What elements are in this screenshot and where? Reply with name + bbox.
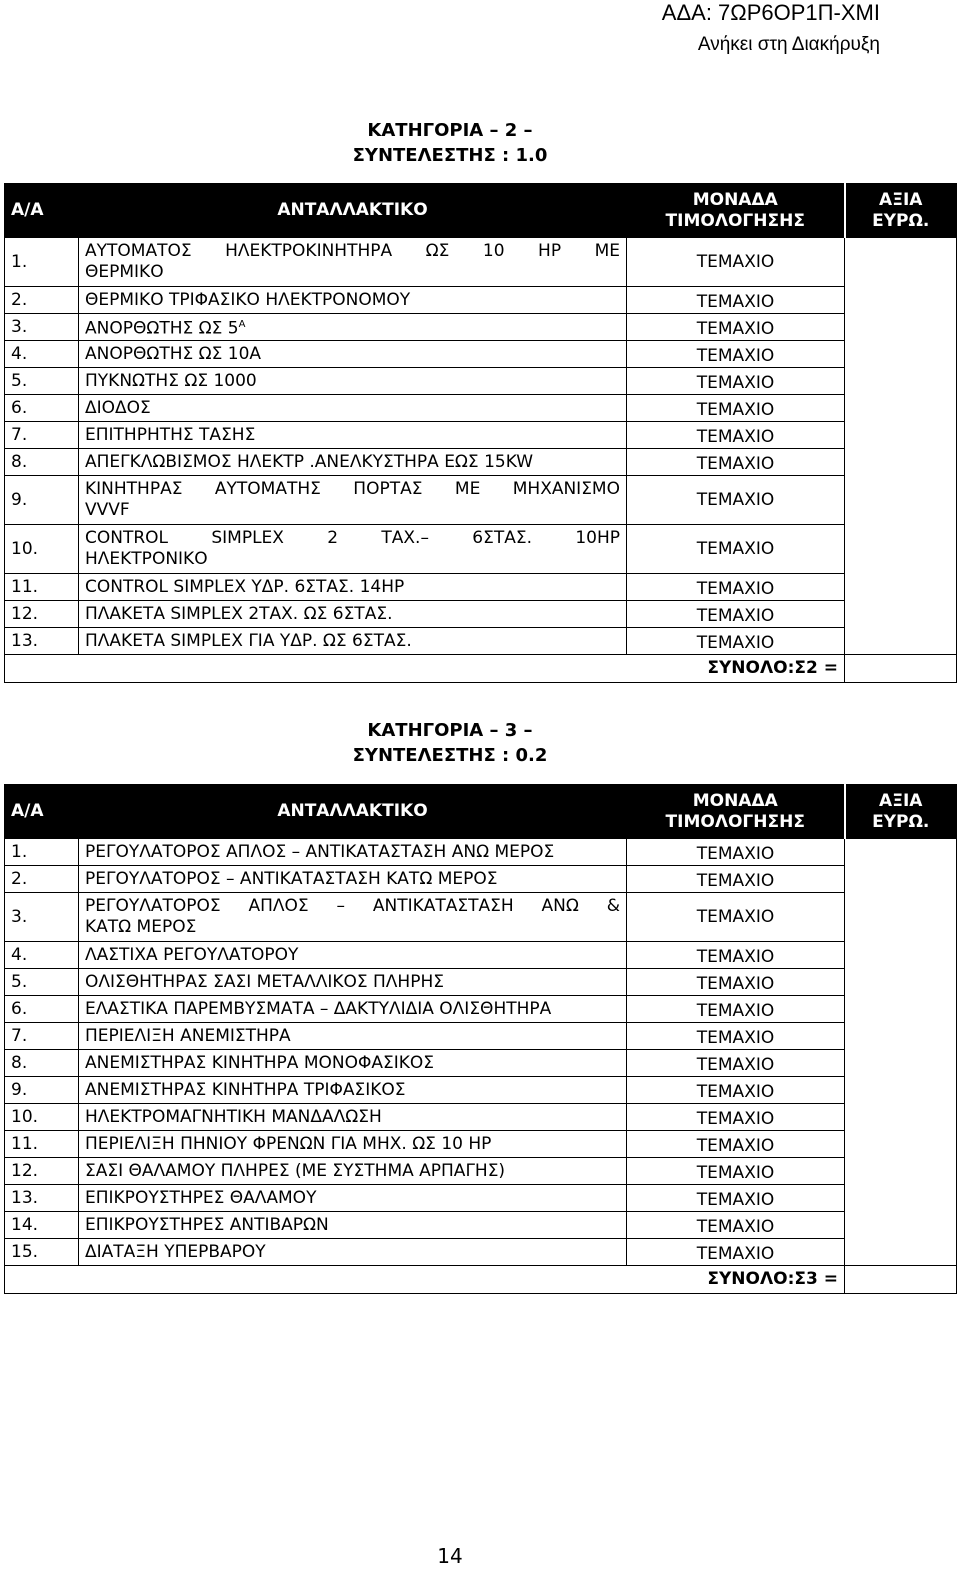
table-row [5,628,957,655]
row-number: 5. [5,969,79,996]
part-description: ΠΥΚΝΩΤΗΣ ΩΣ 1000 [79,368,627,395]
part-description: ΘΕΡΜΙΚΟ ΤΡΙΦΑΣΙΚΟ ΗΛΕΚΤΡΟΝΟΜΟΥ [79,287,627,314]
table-row [5,1104,957,1131]
billing-unit: ΤΕΜΑΧΙΟ [627,601,845,628]
part-description: ΠΕΡΙΕΛΙΞΗ ΠΗΝΙΟΥ ΦΡΕΝΩΝ ΓΙΑ ΜΗΧ. ΩΣ 10 HP [79,1131,627,1158]
row-number: 7. [5,1023,79,1050]
part-description: CONTROL SIMPLEX ΥΔΡ. 6ΣΤΑΣ. 14HP [79,574,627,601]
billing-unit: ΤΕΜΑΧΙΟ [627,1050,845,1077]
table-header-row [5,785,957,839]
value-cell [845,1023,957,1050]
value-cell [845,422,957,449]
table-row [5,1023,957,1050]
billing-unit: ΤΕΜΑΧΙΟ [627,1104,845,1131]
table-header-row [5,184,957,238]
billing-unit: ΤΕΜΑΧΙΟ [627,1077,845,1104]
table-row [5,525,957,574]
row-number: 3. [5,893,79,942]
part-description: ΑΥΤΟΜΑΤΟΣ ΗΛΕΚΤΡΟΚΙΝΗΤΗΡΑ ΩΣ 10 HP ΜΕ ΘΕΡΜΙΚΟ [79,238,627,287]
part-description: ΛΑΣΤΙΧΑ ΡΕΓΟΥΛΑΤΟΡΟΥ [79,942,627,969]
row-number: 6. [5,395,79,422]
total-label: ΣΥΝΟΛΟ:Σ3 = [5,1266,845,1294]
category-3-title-line1: ΚΑΤΗΓΟΡΙΑ – 3 – [367,720,533,741]
value-cell [845,525,957,574]
value-cell [845,1104,957,1131]
column-header-unit: ΜΟΝΑΔΑ ΤΙΜΟΛΟΓΗΣΗΣ [627,184,845,238]
value-cell [845,449,957,476]
part-description: ΣΑΣΙ ΘΑΛΑΜΟΥ ΠΛΗΡΕΣ (ΜΕ ΣΥΣΤΗΜΑ ΑΡΠΑΓΗΣ) [79,1158,627,1185]
ada-code: ΑΔΑ: 7ΩΡ6ΟΡ1Π-ΧΜΙ [661,0,880,25]
superscript: Α [238,319,246,331]
part-description: ΑΝΟΡΘΩΤΗΣ ΩΣ 10Α [79,341,627,368]
part-description: ΠΕΡΙΕΛΙΞΗ ΑΝΕΜΙΣΤΗΡΑ [79,1023,627,1050]
row-number: 13. [5,628,79,655]
value-cell [845,601,957,628]
total-value [845,1266,957,1294]
table-row [5,1050,957,1077]
row-number: 5. [5,368,79,395]
category-3-title [0,718,900,768]
value-cell [845,1050,957,1077]
column-header-aa: Α/Α [5,785,79,839]
billing-unit: ΤΕΜΑΧΙΟ [627,1212,845,1239]
part-description: ΔΙΑΤΑΞΗ ΥΠΕΡΒΑΡΟΥ [79,1239,627,1266]
table-row [5,1239,957,1266]
row-number: 6. [5,996,79,1023]
part-description: ΚΙΝΗΤΗΡΑΣ ΑΥΤΟΜΑΤΗΣ ΠΟΡΤΑΣ ΜΕ ΜΗΧΑΝΙΣΜΟ VVVF [79,476,627,525]
billing-unit: ΤΕΜΑΧΙΟ [627,1131,845,1158]
table-row [5,476,957,525]
row-number: 2. [5,866,79,893]
column-header-aa: Α/Α [5,184,79,238]
table-row [5,866,957,893]
billing-unit: ΤΕΜΑΧΙΟ [627,942,845,969]
row-number: 2. [5,287,79,314]
row-number: 8. [5,449,79,476]
column-header-unit: ΜΟΝΑΔΑ ΤΙΜΟΛΟΓΗΣΗΣ [627,785,845,839]
value-cell [845,942,957,969]
billing-unit: ΤΕΜΑΧΙΟ [627,839,845,866]
part-description: ΕΛΑΣΤΙΚΑ ΠΑΡΕΜΒΥΣΜΑΤΑ – ΔΑΚΤΥΛΙΔΙΑ ΟΛΙΣΘΗΤΗΡΑ [79,996,627,1023]
row-number: 9. [5,476,79,525]
page-number: 14 [437,1544,463,1568]
value-cell [845,1212,957,1239]
billing-unit: ΤΕΜΑΧΙΟ [627,969,845,996]
table-row [5,449,957,476]
billing-unit: ΤΕΜΑΧΙΟ [627,314,845,341]
billing-unit: ΤΕΜΑΧΙΟ [627,449,845,476]
row-number: 11. [5,1131,79,1158]
value-cell [845,1077,957,1104]
part-description: ΑΝΕΜΙΣΤΗΡΑΣ ΚΙΝΗΤΗΡΑ ΤΡΙΦΑΣΙΚΟΣ [79,1077,627,1104]
table-row [5,314,957,341]
column-header-part: ΑΝΤΑΛΛΑΚΤΙΚΟ [79,184,627,238]
table-row [5,1077,957,1104]
billing-unit: ΤΕΜΑΧΙΟ [627,341,845,368]
value-cell [845,866,957,893]
row-number: 12. [5,1158,79,1185]
value-cell [845,628,957,655]
category-3-coefficient: ΣΥΝΤΕΛΕΣΤΗΣ : 0.2 [352,745,548,766]
value-cell [845,996,957,1023]
billing-unit: ΤΕΜΑΧΙΟ [627,996,845,1023]
table-row [5,1158,957,1185]
row-number: 12. [5,601,79,628]
table-row [5,1131,957,1158]
row-number: 7. [5,422,79,449]
billing-unit: ΤΕΜΑΧΙΟ [627,893,845,942]
table-row [5,287,957,314]
billing-unit: ΤΕΜΑΧΙΟ [627,1158,845,1185]
value-cell [845,314,957,341]
row-number: 1. [5,238,79,287]
billing-unit: ΤΕΜΑΧΙΟ [627,238,845,287]
billing-unit: ΤΕΜΑΧΙΟ [627,287,845,314]
column-header-value: ΑΞΙΑ ΕΥΡΩ. [845,785,957,839]
part-description: ΡΕΓΟΥΛΑΤΟΡΟΣ – ΑΝΤΙΚΑΤΑΣΤΑΣΗ ΚΑΤΩ ΜΕΡΟΣ [79,866,627,893]
row-number: 14. [5,1212,79,1239]
row-number: 4. [5,341,79,368]
table-row [5,893,957,942]
part-description: ΕΠΙΤΗΡΗΤΗΣ ΤΑΣΗΣ [79,422,627,449]
part-description: ΕΠΙΚΡΟΥΣΤΗΡΕΣ ΘΑΛΑΜΟΥ [79,1185,627,1212]
table-row [5,422,957,449]
total-label: ΣΥΝΟΛΟ:Σ2 = [5,655,845,683]
billing-unit: ΤΕΜΑΧΙΟ [627,476,845,525]
table-row [5,238,957,287]
table-row [5,942,957,969]
part-description: ΑΝΟΡΘΩΤΗΣ ΩΣ $5^A$ [79,314,627,341]
table-row [5,601,957,628]
value-cell [845,893,957,942]
part-description: ΟΛΙΣΘΗΤΗΡΑΣ ΣΑΣΙ ΜΕΤΑΛΛΙΚΟΣ ΠΛΗΡΗΣ [79,969,627,996]
category-2-table [4,183,957,683]
column-header-part: ΑΝΤΑΛΛΑΚΤΙΚΟ [79,785,627,839]
total-value [845,655,957,683]
part-description: ΠΛΑΚΕΤΑ SIMPLEX 2ΤΑΧ. ΩΣ 6ΣΤΑΣ. [79,601,627,628]
document-note: Ανήκει στη Διακήρυξη [697,34,880,55]
value-cell [845,969,957,996]
value-cell [845,287,957,314]
billing-unit: ΤΕΜΑΧΙΟ [627,525,845,574]
table-row [5,969,957,996]
part-description: ΗΛΕΚΤΡΟΜΑΓΝΗΤΙΚΗ ΜΑΝΔΑΛΩΣΗ [79,1104,627,1131]
row-number: 11. [5,574,79,601]
part-description: ΠΛΑΚΕΤΑ SIMPLEX ΓΙΑ ΥΔΡ. ΩΣ 6ΣΤΑΣ. [79,628,627,655]
row-number: 10. [5,525,79,574]
value-cell [845,341,957,368]
value-cell [845,839,957,866]
row-number: 9. [5,1077,79,1104]
part-description: ΡΕΓΟΥΛΑΤΟΡΟΣ ΑΠΛΟΣ – ΑΝΤΙΚΑΤΑΣΤΑΣΗ ΑΝΩ ΜΕΡΟΣ [79,839,627,866]
row-number: 10. [5,1104,79,1131]
billing-unit: ΤΕΜΑΧΙΟ [627,1023,845,1050]
value-cell [845,574,957,601]
value-cell [845,368,957,395]
table-row [5,1212,957,1239]
billing-unit: ΤΕΜΑΧΙΟ [627,1185,845,1212]
billing-unit: ΤΕΜΑΧΙΟ [627,1239,845,1266]
value-cell [845,476,957,525]
part-description: ΡΕΓΟΥΛΑΤΟΡΟΣ ΑΠΛΟΣ – ΑΝΤΙΚΑΤΑΣΤΑΣΗ ΑΝΩ & ΚΑΤΩ ΜΕΡΟΣ [79,893,627,942]
row-number: 4. [5,942,79,969]
row-number: 13. [5,1185,79,1212]
table-row [5,395,957,422]
table-row [5,368,957,395]
category-2-title [0,118,900,168]
row-number: 8. [5,1050,79,1077]
value-cell [845,1185,957,1212]
column-header-value: ΑΞΙΑ ΕΥΡΩ. [845,184,957,238]
part-description: ΑΝΕΜΙΣΤΗΡΑΣ ΚΙΝΗΤΗΡΑ ΜΟΝΟΦΑΣΙΚΟΣ [79,1050,627,1077]
billing-unit: ΤΕΜΑΧΙΟ [627,368,845,395]
value-cell [845,395,957,422]
category-3-table [4,784,957,1294]
table-row [5,574,957,601]
row-number: 15. [5,1239,79,1266]
category-2-title-line1: ΚΑΤΗΓΟΡΙΑ – 2 – [367,120,533,141]
total-row [5,1266,957,1294]
value-cell [845,1131,957,1158]
table-row [5,1185,957,1212]
value-cell [845,238,957,287]
row-number: 1. [5,839,79,866]
part-description: ΔΙΟΔΟΣ [79,395,627,422]
billing-unit: ΤΕΜΑΧΙΟ [627,574,845,601]
value-cell [845,1158,957,1185]
table-row [5,996,957,1023]
billing-unit: ΤΕΜΑΧΙΟ [627,628,845,655]
total-row [5,655,957,683]
part-description: ΕΠΙΚΡΟΥΣΤΗΡΕΣ ΑΝΤΙΒΑΡΩΝ [79,1212,627,1239]
billing-unit: ΤΕΜΑΧΙΟ [627,422,845,449]
value-cell [845,1239,957,1266]
row-number: 3. [5,314,79,341]
part-description: ΑΠΕΓΚΛΩΒΙΣΜΟΣ ΗΛΕΚΤΡ .ΑΝΕΛΚΥΣΤΗΡΑ ΕΩΣ 15KW [79,449,627,476]
billing-unit: ΤΕΜΑΧΙΟ [627,866,845,893]
category-2-coefficient: ΣΥΝΤΕΛΕΣΤΗΣ : 1.0 [352,145,548,166]
billing-unit: ΤΕΜΑΧΙΟ [627,395,845,422]
table-row [5,839,957,866]
table-row [5,341,957,368]
part-description: CONTROL SIMPLEX 2 ΤΑΧ.– 6ΣΤΑΣ. 10HP ΗΛΕΚΤΡΟΝΙΚΟ [79,525,627,574]
